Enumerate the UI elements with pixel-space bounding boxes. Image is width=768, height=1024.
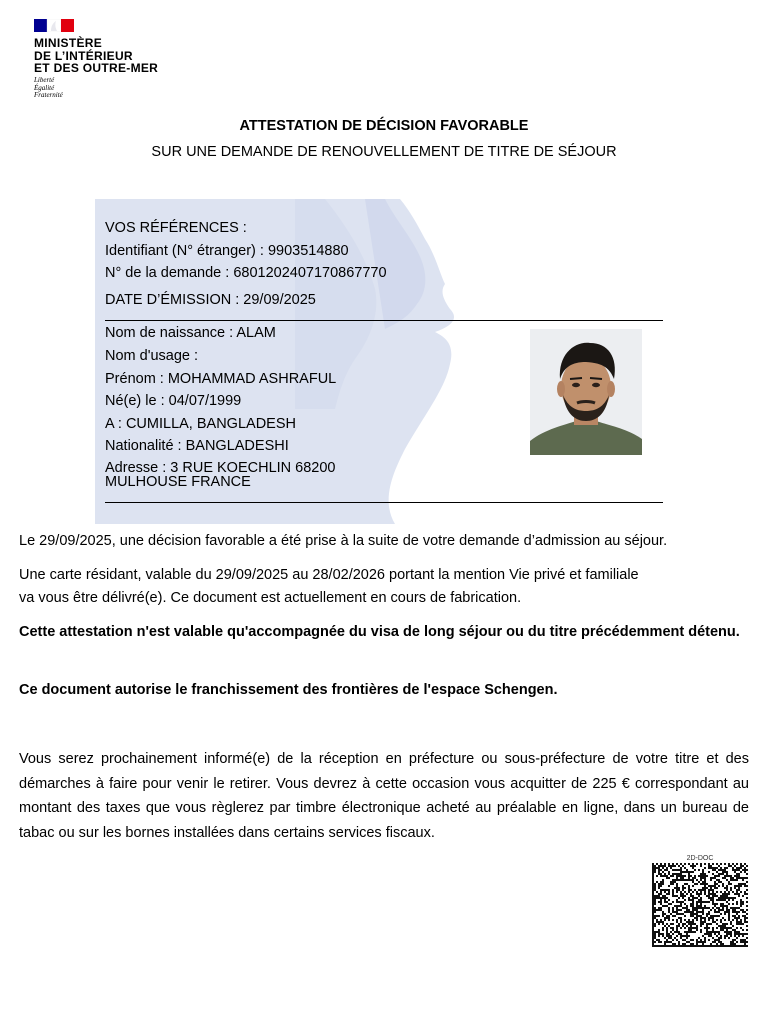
republic-motto (34, 77, 63, 100)
ministry-name-line-3: ET DES OUTRE-MER (34, 61, 159, 75)
motto-fraternite: Fraternité (34, 91, 63, 99)
code-label: 2D-DOC (686, 855, 714, 862)
paragraph-carte-line-1: Une carte résidant, valable du 29/09/2025 au 28/02/2026 portant la mention Vie privé et familiale (19, 567, 639, 583)
ministry-name (34, 37, 158, 75)
identifiant-etranger: Identifiant (N° étranger) : 9903514880 (105, 243, 349, 259)
datamatrix-pattern (652, 863, 748, 947)
date-naissance: Né(e) le : 04/07/1999 (105, 393, 242, 409)
paragraph-validite: Cette attestation n'est valable qu'accompagnée du visa de long séjour ou du titre précédemment détenu. (19, 624, 740, 640)
motto-egalite: Égalité (34, 83, 55, 92)
holder-photo (530, 329, 642, 455)
lieu-naissance: A : CUMILLA, BANGLADESH (105, 416, 296, 432)
nationalite: Nationalité : BANGLADESHI (105, 438, 289, 454)
numero-demande: N° de la demande : 6801202407170867770 (105, 265, 387, 281)
ministry-name-line-2: DE L’INTÉRIEUR (34, 48, 133, 63)
adresse-line-1: Adresse : 3 RUE KOECHLIN 68200 (105, 460, 336, 476)
date-emission: DATE D’ÉMISSION : 29/09/2025 (105, 292, 316, 308)
document-title: ATTESTATION DE DÉCISION FAVORABLE (239, 118, 529, 134)
paragraph-retrait: Vous serez prochainement informé(e) de la réception en préfecture ou sous-préfecture de votre titre et des démarches à faire pour venir le retirer. Vous devrez à cette occasion vous acquitter de 225 € correspondant au montant des taxes que vous règlerez par timbre électronique acheté au préalable en ligne, dans un bureau de tabac ou sur les bornes installées dans certains services fiscaux. (19, 751, 749, 841)
divider-top (105, 320, 663, 321)
nom-usage: Nom d'usage : (105, 348, 199, 364)
prenom: Prénom : MOHAMMAD ASHRAFUL (105, 371, 337, 387)
french-flag-icon (34, 19, 74, 32)
motto-liberte: Liberté (34, 76, 55, 84)
document-subtitle: SUR UNE DEMANDE DE RENOUVELLEMENT DE TITRE DE SÉJOUR (151, 144, 617, 160)
nom-naissance: Nom de naissance : ALAM (105, 325, 276, 341)
references-heading: VOS RÉFÉRENCES : (105, 220, 247, 236)
person-portrait-icon (530, 329, 642, 455)
ministry-name-line-1: MINISTÈRE (34, 36, 103, 50)
paragraph-schengen: Ce document autorise le franchissement des frontières de l'espace Schengen. (19, 682, 558, 698)
paragraph-decision: Le 29/09/2025, une décision favorable a été prise à la suite de votre demande d’admission au séjour. (19, 533, 668, 549)
datamatrix-code (652, 863, 748, 947)
divider-bottom (105, 502, 663, 503)
adresse-line-2: MULHOUSE FRANCE (105, 474, 251, 490)
adresse (105, 461, 336, 489)
paragraph-carte (19, 564, 749, 610)
datamatrix-modules (652, 863, 748, 947)
paragraph-carte-line-2: va vous être délivré(e). Ce document est actuellement en cours de fabrication. (19, 590, 522, 606)
